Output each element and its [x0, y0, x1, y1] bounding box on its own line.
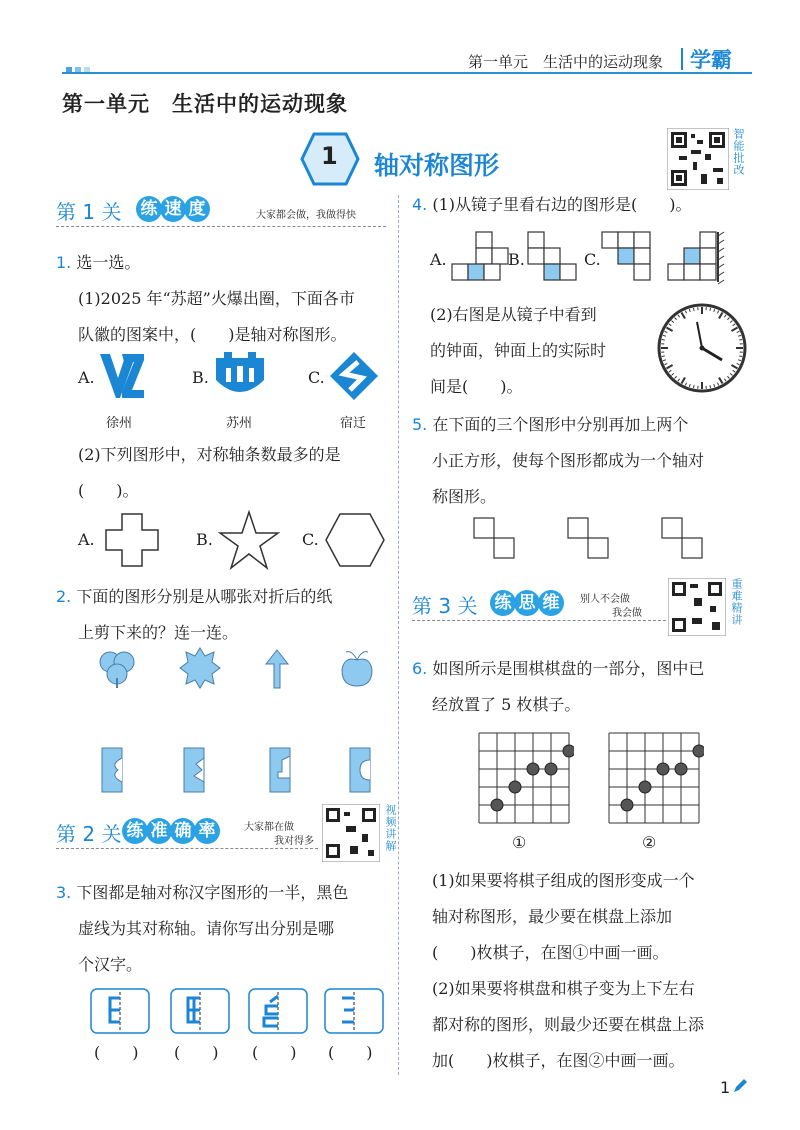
q6-line1: 如图所示是围棋棋盘的一部分，图中已 [432, 659, 705, 678]
q1-p1-line1: (1)2025 年“苏超”火爆出圈，下面各市 [78, 289, 355, 308]
star-shape [218, 510, 280, 570]
pill: 练 [122, 818, 148, 844]
sun-shape [178, 646, 222, 690]
unit-title: 第一单元 生活中的运动现象 [62, 92, 348, 116]
go-stone [527, 763, 539, 775]
paper-4 [346, 746, 374, 794]
q1-p2-line2: ( )。 [78, 481, 139, 500]
go-stone [563, 745, 574, 757]
char-half-2 [170, 988, 230, 1034]
pencil-icon [732, 1078, 748, 1094]
header-decor [66, 58, 93, 77]
qr-label-key: 重难精讲 [730, 578, 743, 626]
q1-number: 1. [56, 253, 72, 272]
q3-blank-4[interactable]: ( ) [328, 1043, 373, 1062]
pill: 度 [184, 196, 210, 222]
q1-p2-optA: A. [78, 530, 95, 549]
q1-optC: C. [308, 368, 325, 387]
pill: 率 [194, 818, 220, 844]
qr-label-smart: 智能批改 [732, 128, 745, 176]
q4-p2-line1: (2)右图是从镜子中看到 [430, 305, 597, 324]
q1-cityB: 苏州 [226, 416, 253, 431]
q1-cityA: 徐州 [106, 416, 133, 431]
go-stone [545, 763, 557, 775]
q4-number: 4. [412, 195, 428, 214]
pill: 速 [160, 196, 186, 222]
q1-p1-line2: 队徽的图案中，( )是轴对称图形。 [78, 325, 347, 344]
section2-underline [56, 848, 318, 849]
q3-number: 3. [56, 883, 72, 902]
q5-line2: 小正方形，使每个图形都成为一个轴对 [432, 451, 705, 470]
cross-shape [104, 512, 160, 568]
section3-underline [412, 620, 666, 621]
qr-label-video: 视频讲解 [384, 804, 397, 852]
paper-3 [266, 746, 294, 794]
q4-p2-line3: 间是( )。 [430, 377, 523, 396]
q3-line1: 下图都是轴对称汉字图形的一半，黑色 [76, 883, 349, 902]
q2-number: 2. [56, 587, 72, 606]
q1-p2-optC: C. [302, 530, 319, 549]
q1-p2-optB: B. [196, 530, 213, 549]
go-board-1[interactable] [474, 728, 574, 828]
char-half-1 [90, 988, 150, 1034]
q5-shape-3 [660, 516, 708, 564]
q5-line3: 称图形。 [432, 487, 497, 506]
go-stone [657, 763, 669, 775]
q4-shape-C [600, 230, 654, 284]
clover-shape [96, 648, 138, 690]
q6-p1-line2: 轴对称图形，最少要在棋盘上添加 [432, 907, 673, 926]
q6-p2-line2: 都对称的图形，则最少还要在棋盘上添 [432, 1015, 705, 1034]
go-stone [509, 781, 521, 793]
section1-note: 大家都会做，我做得快 [256, 210, 356, 221]
header-unit-text: 第一单元 生活中的运动现象 [468, 53, 664, 71]
q3-blank-1[interactable]: ( ) [94, 1043, 139, 1062]
go-stone [693, 745, 704, 757]
page-number: 1 [720, 1078, 731, 1097]
q5-shape-1 [472, 516, 520, 564]
q1-optA: A. [78, 368, 95, 387]
brand-divider [681, 48, 683, 70]
q6-p2-line3: 加( )枚棋子，在图②中画一画。 [432, 1051, 685, 1070]
section2-note-2: 我对得多 [274, 836, 314, 847]
q1-title: 选一选。 [76, 253, 141, 272]
pill: 维 [538, 590, 564, 616]
clock-face [656, 302, 748, 394]
pill: 准 [146, 818, 172, 844]
q3-blank-3[interactable]: ( ) [252, 1043, 297, 1062]
pill: 练 [136, 196, 162, 222]
go-board-2[interactable] [604, 728, 704, 828]
section3-note-2: 我会做 [612, 608, 642, 619]
go-stone [639, 781, 651, 793]
fruit-shape [338, 646, 376, 690]
arrow-shape [264, 648, 290, 690]
section3-note-1: 别人不会做 [580, 594, 630, 605]
char-half-4 [324, 988, 384, 1034]
lesson-number: 1 [321, 142, 338, 170]
section3-pills [490, 590, 562, 616]
q4-shape-B [526, 230, 580, 284]
paper-2 [180, 746, 208, 794]
q4-optB: B. [508, 250, 525, 269]
lesson-title: 轴对称图形 [374, 151, 500, 180]
q6-p2-line1: (2)如果要将棋盘和棋子变为上下左右 [432, 979, 695, 998]
suzhou-emblem [212, 350, 268, 402]
q4-p1: (1)从镜子里看右边的图形是( )。 [432, 195, 692, 214]
q6-fig2-label: ② [642, 833, 657, 852]
go-stone [621, 799, 633, 811]
q5-line1: 在下面的三个图形中分别再加上两个 [432, 415, 689, 434]
q2-line2: 上剪下来的？连一连。 [78, 623, 239, 642]
qr-code-icon[interactable] [668, 578, 726, 636]
header-rule [62, 72, 752, 74]
q2-line1: 下面的图形分别是从哪张对折后的纸 [76, 587, 333, 606]
q3-line2: 虚线为其对称轴。请你写出分别是哪 [78, 919, 335, 938]
q1-p2-line1: (2)下列图形中，对称轴条数最多的是 [78, 445, 341, 464]
q4-shape-A [450, 230, 512, 284]
q1-optB: B. [192, 368, 209, 387]
q6-fig1-label: ① [512, 833, 527, 852]
paper-1 [98, 746, 126, 794]
qr-code-icon[interactable] [667, 128, 729, 190]
q6-p1-line3: ( )枚棋子，在图①中画一画。 [432, 943, 669, 962]
go-stone [491, 799, 503, 811]
section2-note-1: 大家都在做 [244, 822, 294, 833]
q4-mirror-figure [664, 230, 730, 286]
q3-blank-2[interactable]: ( ) [174, 1043, 219, 1062]
section3-label: 第 3 关 [412, 594, 478, 618]
q1-cityC: 宿迁 [340, 416, 367, 431]
go-stone [675, 763, 687, 775]
column-divider [398, 195, 399, 1075]
q4-p2-line2: 的钟面，钟面上的实际时 [430, 341, 607, 360]
section1-underline [56, 226, 386, 227]
q4-optC: C. [584, 250, 601, 269]
section2-pills [122, 818, 218, 844]
xuzhou-emblem [98, 350, 146, 402]
q6-number: 6. [412, 659, 428, 678]
q5-number: 5. [412, 415, 428, 434]
q6-p1-line1: (1)如果要将棋子组成的图形变成一个 [432, 871, 695, 890]
section1-pills [136, 196, 208, 222]
char-half-3 [248, 988, 308, 1034]
suqian-emblem [328, 350, 380, 402]
q6-line2: 经放置了 5 枚棋子。 [432, 695, 581, 714]
pill: 确 [170, 818, 196, 844]
q5-shape-2 [566, 516, 614, 564]
pill: 练 [490, 590, 516, 616]
qr-code-icon[interactable] [322, 804, 380, 862]
hexagon-shape [324, 512, 386, 568]
brand-logo: 学霸 [690, 48, 732, 72]
section2-label: 第 2 关 [56, 822, 122, 846]
q4-optA: A. [430, 250, 447, 269]
pill: 思 [514, 590, 540, 616]
q3-line3: 个汉字。 [78, 955, 143, 974]
section1-label: 第 1 关 [56, 200, 122, 224]
